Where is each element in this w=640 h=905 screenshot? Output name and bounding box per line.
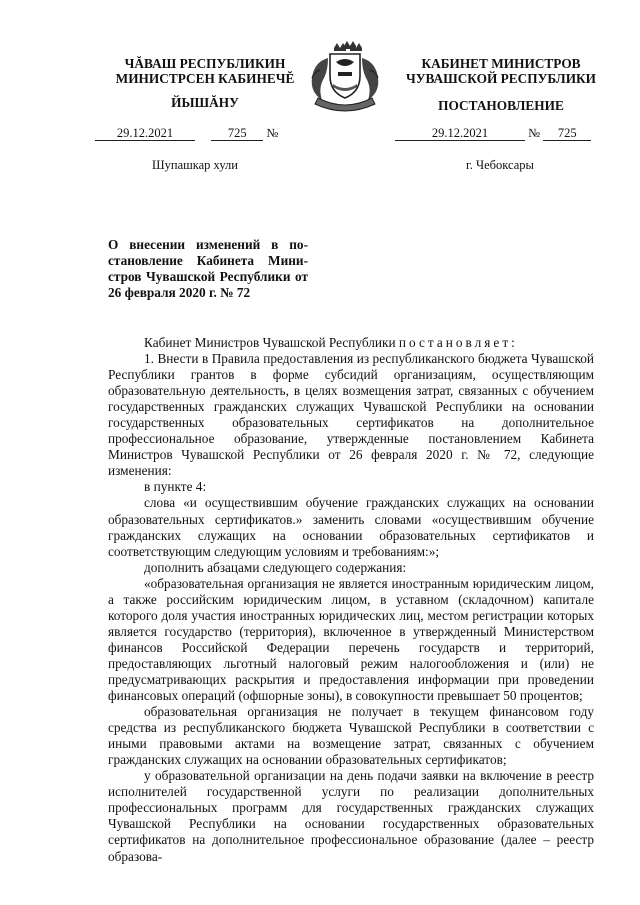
number-sign-right: № (528, 126, 541, 140)
body-paragraph: слова «и осуществившим обучение гражданских служащих на основании образовательных сертификатов.» заменить словами «осуществившим обучение гражданских служащих на основании образовательных сертификатов и соответствующим следующим условиям и требованиям:»; (108, 495, 594, 559)
number-right: 725 (543, 126, 591, 141)
document-title: О внесении изменений в постановление Кабинета Министров Чувашской Республики от 26 февраля 2020 г. № 72 (108, 237, 308, 300)
header-left-line-1: ЧĂВАШ РЕСПУБЛИКИН (124, 56, 286, 71)
body-paragraph: в пункте 4: (144, 479, 207, 495)
header-right-org (392, 56, 610, 86)
intro-paragraph (108, 335, 594, 351)
number-left: 725 (211, 126, 263, 141)
place-russian: г. Чебоксары (466, 158, 534, 172)
document-body (108, 335, 594, 865)
header-left-org (95, 56, 315, 86)
header-right-line-1: КАБИНЕТ МИНИСТРОВ (421, 56, 581, 71)
header-left-line-2: МИНИСТРСЕН КАБИНЕЧĔ (115, 71, 295, 86)
intro-verb: постановляет: (398, 335, 518, 350)
number-row-left (95, 126, 305, 141)
body-paragraph: «образовательная организация не является иностранным юридическим лицом, а также российским юридическим лицом, в уставном (складочном) капитале которого доля участия иностранных юридических лиц, местом регистрации которых является государство (территория), включенное в утвержденный Министерством финансов Российской Федерации перечень государств и территорий, предоставляющих льготный налоговый режим налогообложения и (или) не предусматривающих раскрытия и предоставления информации при проведении финансовых операций (офшорные зоны), в совокупности превышает 50 процентов; (108, 575, 594, 704)
header-right-line-2: ЧУВАШСКОЙ РЕСПУБЛИКИ (405, 71, 597, 86)
doc-type-russian: ПОСТАНОВЛЕНИЕ (438, 98, 564, 113)
doc-type-chuvash: ЙЫШĂНУ (171, 95, 239, 110)
date-left: 29.12.2021 (95, 126, 195, 141)
date-right: 29.12.2021 (395, 126, 525, 141)
place-chuvash: Шупашкар хули (152, 158, 238, 172)
body-paragraph: дополнить абзацами следующего содержания: (144, 559, 407, 575)
number-sign-left: № (266, 126, 279, 140)
number-row-right (395, 126, 605, 141)
intro-prefix: Кабинет Министров Чувашской Республики (144, 335, 399, 350)
body-paragraph: у образовательной организации на день подачи заявки на включение в реестр исполнителей государственной услуги по реализации дополнительных профессиональных программ для государственных гражданских служащих Чувашской Республики на основании государственных образовательных сертификатов на дополнительное профессиональное образование (далее – реестр образова- (108, 768, 594, 864)
body-paragraph: 1. Внести в Правила предоставления из республиканского бюджета Чувашской Республики грантов в форме субсидий организациям, осуществляющим образовательную деятельность, в целях возмещения затрат, связанных с обучением государственных гражданских служащих Чувашской Республики на основании государственных образовательных сертификатов на дополнительное профессиональное образование, утвержденные постановлением Кабинета Министров Чувашской Республики от 26 февраля 2020 г. № 72, следующие изменения: (108, 351, 594, 479)
body-paragraph: образовательная организация не получает в текущем финансовом году средства из республиканского бюджета Чувашской Республики в соответствии с иными правовыми актами на возмещение затрат, связанных с обучением гражданских служащих на основании образовательных сертификатов; (108, 704, 594, 768)
